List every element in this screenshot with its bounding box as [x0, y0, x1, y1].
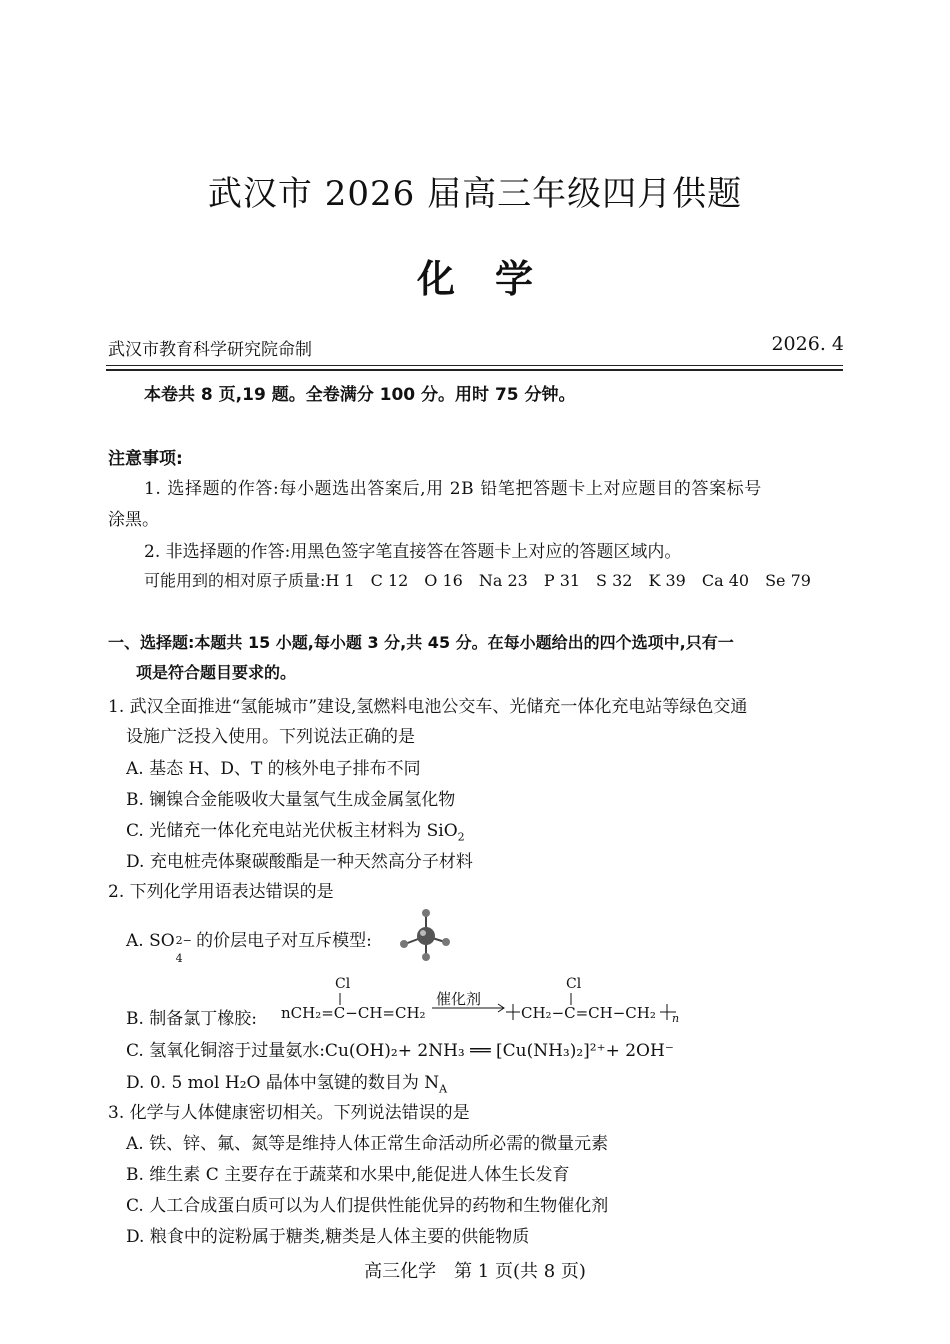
q2-option-b-reactant-cl: Cl — [335, 976, 351, 992]
q2-option-b-label: B. 制备氯丁橡胶: — [126, 1009, 258, 1029]
q2-option-a-charge: 2− — [175, 934, 192, 947]
instruction-1-line-1: 1. 选择题的作答:每小题选出答案后,用 2B 铅笔把答题卡上对应题目的答案标号 — [144, 479, 762, 499]
q2-option-b-reactant: nCH₂=C−CH=CH₂ — [281, 1004, 426, 1022]
q3-option-d: D. 粮食中的淀粉属于糖类,糖类是人体主要的供能物质 — [126, 1227, 530, 1247]
q1-stem-line-1: 1. 武汉全面推进“氢能城市”建设,氢燃料电池公交车、光储充一体化充电站等绿色交通 — [108, 697, 748, 717]
q3-stem: 3. 化学与人体健康密切相关。下列说法错误的是 — [108, 1103, 470, 1123]
q1-option-d: D. 充电桩壳体聚碳酸酯是一种天然高分子材料 — [126, 852, 473, 872]
section-1-heading-line-1: 一、选择题:本题共 15 小题,每小题 3 分,共 45 分。在每小题给出的四个选项中,只有一 — [108, 633, 734, 652]
q2-option-a-prefix: A. SO — [126, 931, 175, 951]
q2-option-a-text: 的价层电子对互斥模型: — [190, 931, 372, 951]
exam-notice: 本卷共 8 页,19 题。全卷满分 100 分。用时 75 分钟。 — [144, 385, 576, 405]
q3-option-c: C. 人工合成蛋白质可以为人们提供性能优异的药物和生物催化剂 — [126, 1196, 609, 1216]
q2-option-b-n: n — [672, 1012, 680, 1025]
q2-option-d-text: D. 0. 5 mol H₂O 晶体中氢键的数目为 N — [126, 1073, 440, 1093]
q2-option-b-catalyst: 催化剂 — [436, 990, 482, 1008]
q2-stem: 2. 下列化学用语表达错误的是 — [108, 882, 334, 902]
q1-option-b: B. 镧镍合金能吸收大量氢气生成金属氢化物 — [126, 790, 456, 810]
q1-option-c-subscript: 2 — [457, 830, 465, 844]
q1-stem-line-2: 设施广泛投入使用。下列说法正确的是 — [126, 727, 415, 747]
atomic-masses: 可能用到的相对原子质量:H 1 C 12 O 16 Na 23 P 31 S 32 K 39 Ca 40 Se 79 — [144, 571, 811, 590]
q2-option-d-subscript: A — [439, 1082, 448, 1096]
exam-subject: 化学 — [416, 256, 573, 301]
q2-option-c: C. 氢氧化铜溶于过量氨水:Cu(OH)₂+ 2NH₃ ══ [Cu(NH₃)₂]²⁺+ 2OH⁻ — [126, 1041, 674, 1061]
q3-option-b: B. 维生素 C 主要存在于蔬菜和水果中,能促进人体生长发育 — [126, 1165, 570, 1185]
issuer: 武汉市教育科学研究院命制 — [108, 340, 312, 360]
exam-date: 2026. 4 — [771, 333, 844, 355]
q1-option-c-text: C. 光储充一体化充电站光伏板主材料为 SiO — [126, 821, 458, 841]
exam-title: 武汉市 2026 届高三年级四月供题 — [207, 174, 743, 214]
q2-option-b-product-cl: Cl — [566, 976, 582, 992]
q3-option-a: A. 铁、锌、氟、氮等是维持人体正常生命活动所必需的微量元素 — [126, 1134, 609, 1154]
q1-option-a: A. 基态 H、D、T 的核外电子排布不同 — [126, 759, 421, 779]
section-1-heading-line-2: 项是符合题目要求的。 — [136, 663, 297, 682]
q2-option-a-subscript: 4 — [175, 952, 183, 965]
page-footer: 高三化学 第 1 页(共 8 页) — [364, 1261, 586, 1282]
instruction-1-line-2: 涂黑。 — [108, 510, 159, 530]
instructions-heading: 注意事项: — [108, 449, 183, 469]
q2-option-b-product: CH₂−C=CH−CH₂ — [521, 1004, 656, 1022]
instruction-2: 2. 非选择题的作答:用黑色签字笔直接答在答题卡上对应的答题区域内。 — [144, 542, 682, 562]
